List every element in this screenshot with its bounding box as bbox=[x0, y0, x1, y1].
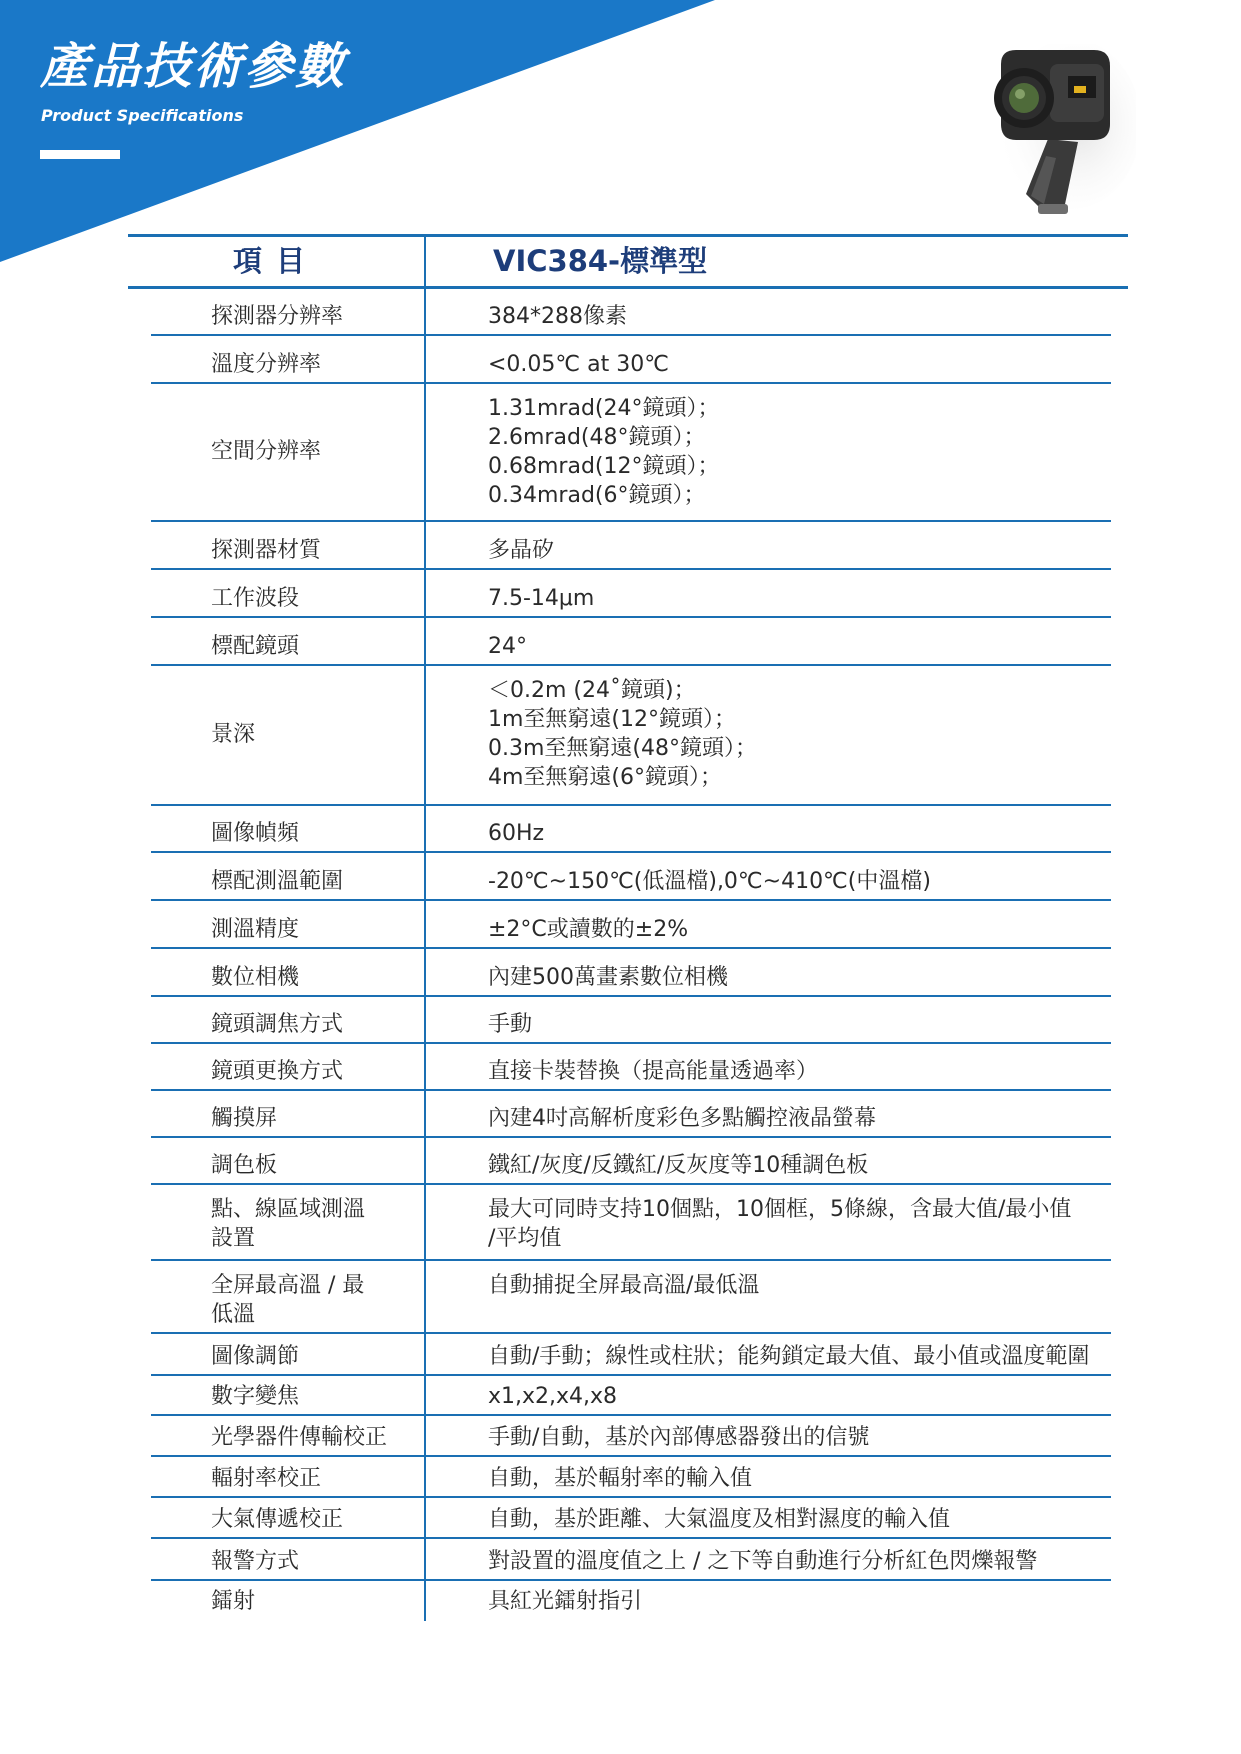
table-row bbox=[151, 1581, 1111, 1621]
table-row bbox=[151, 522, 1111, 570]
spec-value: 自動/手動；線性或柱狀；能夠鎖定最大值、最小值或溫度範圍 bbox=[488, 1344, 1090, 1369]
spec-label: 鐳射 bbox=[211, 1589, 256, 1614]
spec-value: 384*288像素 bbox=[488, 304, 627, 329]
spec-label: 溫度分辨率 bbox=[211, 352, 322, 377]
spec-label: 標配測溫範圍 bbox=[211, 869, 344, 894]
table-row bbox=[151, 997, 1111, 1044]
spec-value: 鐵紅/灰度/反鐵紅/反灰度等10種調色板 bbox=[488, 1153, 869, 1178]
spec-label: 全屏最高溫 / 最 低溫 bbox=[211, 1273, 365, 1327]
column-divider bbox=[424, 336, 426, 382]
column-divider bbox=[424, 949, 426, 995]
column-divider bbox=[424, 1457, 426, 1496]
spec-value: 60Hz bbox=[488, 821, 545, 846]
table-body bbox=[128, 289, 1128, 1621]
spec-label: 探測器分辨率 bbox=[211, 304, 344, 329]
table-row bbox=[151, 666, 1111, 806]
table-row bbox=[151, 1457, 1111, 1498]
table-row bbox=[151, 1138, 1111, 1185]
column-divider bbox=[424, 289, 426, 334]
table-row bbox=[151, 949, 1111, 997]
spec-value: 24° bbox=[488, 634, 527, 659]
spec-label: 輻射率校正 bbox=[211, 1466, 322, 1491]
column-divider bbox=[424, 1539, 426, 1579]
table-row bbox=[151, 384, 1111, 522]
spec-label: 觸摸屏 bbox=[211, 1106, 278, 1131]
table-row bbox=[151, 1376, 1111, 1416]
spec-value: -20℃~150℃(低溫檔),0℃~410℃(中溫檔) bbox=[488, 869, 931, 894]
spec-value: 7.5-14μm bbox=[488, 586, 595, 611]
spec-label: 圖像幀頻 bbox=[211, 821, 300, 846]
spec-value: 多晶矽 bbox=[488, 538, 555, 563]
table-row bbox=[151, 901, 1111, 949]
header-item-label: 項目 bbox=[232, 244, 319, 278]
column-divider bbox=[424, 997, 426, 1042]
table-row bbox=[151, 853, 1111, 901]
column-divider bbox=[424, 570, 426, 616]
spec-value: 自動，基於距離、大氣溫度及相對濕度的輸入值 bbox=[488, 1507, 951, 1532]
spec-value: 內建500萬畫素數位相機 bbox=[488, 965, 728, 990]
table-row bbox=[151, 1334, 1111, 1376]
spec-value: 手動 bbox=[488, 1012, 533, 1037]
column-divider bbox=[424, 853, 426, 899]
table-row bbox=[151, 570, 1111, 618]
spec-label: 標配鏡頭 bbox=[211, 634, 300, 659]
spec-label: 大氣傳遞校正 bbox=[211, 1507, 344, 1532]
spec-value: 具紅光鐳射指引 bbox=[488, 1589, 643, 1614]
spec-label: 空間分辨率 bbox=[211, 439, 322, 464]
column-divider bbox=[424, 1581, 426, 1621]
spec-label: 報警方式 bbox=[211, 1549, 300, 1574]
table-row bbox=[151, 1261, 1111, 1334]
spec-value: ＜0.2m (24˚鏡頭)； 1m至無窮遠(12°鏡頭）； 0.3m至無窮遠(48°鏡頭）； 4m至無窮遠(6°鏡頭）； bbox=[488, 678, 757, 790]
spec-value: 自動，基於輻射率的輸入值 bbox=[488, 1466, 753, 1491]
spec-value: x1,x2,x4,x8 bbox=[488, 1384, 618, 1409]
spec-label: 數字變焦 bbox=[211, 1384, 300, 1409]
table-header bbox=[128, 234, 1128, 289]
column-divider bbox=[424, 1334, 426, 1374]
spec-value: 直接卡裝替換（提高能量透過率） bbox=[488, 1059, 819, 1084]
spec-label: 測溫精度 bbox=[211, 917, 300, 942]
spec-label: 光學器件傳輸校正 bbox=[211, 1425, 388, 1450]
title-underline bbox=[40, 150, 120, 159]
table-row bbox=[151, 1091, 1111, 1138]
spec-value: ±2°C或讀數的±2% bbox=[488, 917, 689, 942]
column-divider bbox=[424, 1498, 426, 1537]
spec-value: 手動/自動，基於內部傳感器發出的信號 bbox=[488, 1425, 870, 1450]
spec-label: 調色板 bbox=[211, 1153, 278, 1178]
page-title: 產品技術參數 bbox=[40, 38, 347, 95]
column-divider bbox=[424, 522, 426, 568]
spec-value: 自動捕捉全屏最高溫/最低溫 bbox=[488, 1273, 760, 1298]
spec-label: 工作波段 bbox=[211, 586, 300, 611]
column-divider bbox=[424, 806, 426, 851]
column-divider bbox=[424, 1044, 426, 1089]
spec-label: 點、線區域測溫 設置 bbox=[211, 1197, 366, 1251]
spec-value: 最大可同時支持10個點，10個框，5條線，含最大值/最小值 /平均值 bbox=[488, 1197, 1072, 1251]
spec-label: 鏡頭調焦方式 bbox=[211, 1012, 344, 1037]
table-row bbox=[151, 289, 1111, 336]
spec-label: 探測器材質 bbox=[211, 538, 322, 563]
table-row bbox=[151, 618, 1111, 666]
spec-table bbox=[128, 234, 1128, 1621]
column-divider bbox=[424, 1138, 426, 1183]
spec-label: 景深 bbox=[211, 722, 256, 747]
spec-value: 內建4吋高解析度彩色多點觸控液晶螢幕 bbox=[488, 1106, 876, 1131]
spec-value: <0.05℃ at 30℃ bbox=[488, 352, 669, 377]
table-row bbox=[151, 336, 1111, 384]
table-row bbox=[151, 1498, 1111, 1539]
spec-label: 鏡頭更換方式 bbox=[211, 1059, 344, 1084]
table-row bbox=[151, 1539, 1111, 1581]
spec-value: 對設置的溫度值之上 / 之下等自動進行分析紅色閃爍報警 bbox=[488, 1549, 1038, 1574]
table-row bbox=[151, 1044, 1111, 1091]
column-divider bbox=[424, 901, 426, 947]
spec-label: 數位相機 bbox=[211, 965, 300, 990]
column-divider bbox=[424, 666, 426, 804]
column-divider bbox=[424, 1416, 426, 1455]
header-model-name: VIC384-標準型 bbox=[493, 244, 708, 278]
column-divider bbox=[424, 384, 426, 520]
table-row bbox=[151, 1185, 1111, 1261]
page-subtitle: Product Specifications bbox=[41, 106, 244, 125]
table-row bbox=[151, 1416, 1111, 1457]
column-divider bbox=[424, 1261, 426, 1332]
spec-label: 圖像調節 bbox=[211, 1344, 300, 1369]
column-divider bbox=[424, 618, 426, 664]
column-divider bbox=[424, 1091, 426, 1136]
column-divider bbox=[424, 1376, 426, 1414]
table-row bbox=[151, 806, 1111, 853]
thermal-camera-image bbox=[986, 44, 1136, 224]
spec-value: 1.31mrad(24°鏡頭）； 2.6mrad(48°鏡頭）； 0.68mrad(12°鏡頭）； 0.34mrad(6°鏡頭）； bbox=[488, 396, 720, 508]
column-divider bbox=[424, 1185, 426, 1259]
